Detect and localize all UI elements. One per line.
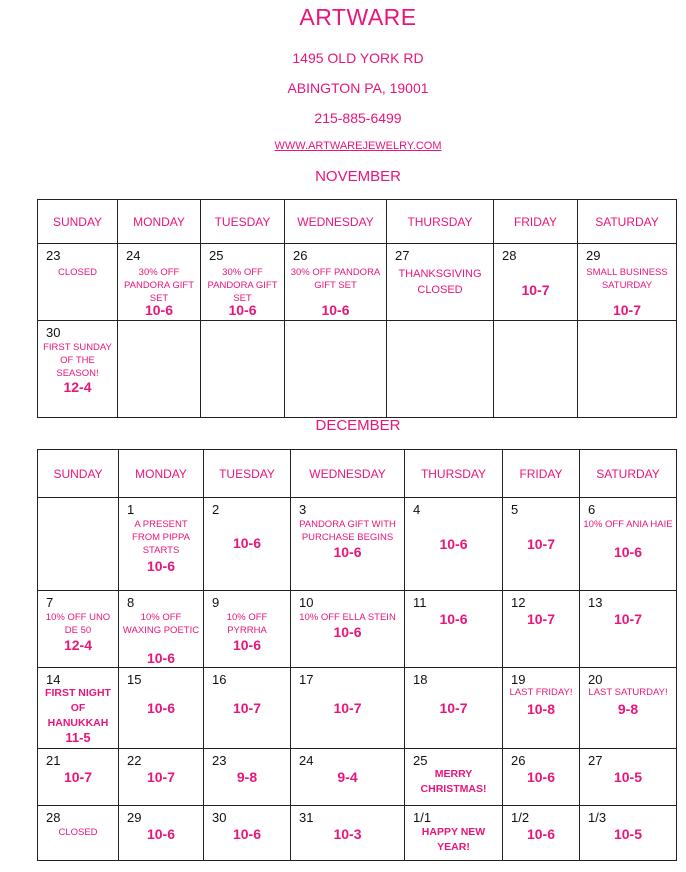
day-note: PANDORA GIFT WITH PURCHASE BEGINS <box>299 519 396 543</box>
day-cell <box>201 244 285 321</box>
day-hours: 10-6 <box>232 535 262 551</box>
day-cell <box>204 498 291 591</box>
day-cell <box>503 749 580 806</box>
day-hours: 10-6 <box>146 700 176 716</box>
day-note: 10% OFF WAXING POETIC <box>122 612 200 636</box>
day-number: 8 <box>127 595 135 610</box>
day-cell <box>204 591 291 668</box>
day-number: 12 <box>511 595 526 610</box>
day-note: SMALL BUSINESS SATURDAY <box>586 267 668 291</box>
day-cell <box>38 591 119 668</box>
day-number: 30 <box>46 325 61 340</box>
day-cell <box>204 668 291 749</box>
day-number: 17 <box>299 672 314 687</box>
weekday-saturday: SATURDAY <box>578 200 677 244</box>
day-cell <box>580 749 677 806</box>
day-hours: 12-4 <box>63 637 93 653</box>
day-cell <box>503 498 580 591</box>
day-cell <box>38 321 118 418</box>
day-hours: 10-6 <box>146 558 176 574</box>
december-title: DECEMBER <box>315 417 401 434</box>
day-number: 26 <box>293 248 308 263</box>
day-cell <box>405 591 503 668</box>
day-cell-empty <box>285 321 387 418</box>
address-line-1: 1495 OLD YORK RD <box>292 50 424 66</box>
day-cell <box>38 668 119 749</box>
day-number: 30 <box>212 810 227 825</box>
day-number: 3 <box>299 502 307 517</box>
day-hours: 11-5 <box>65 730 91 745</box>
day-number: 31 <box>299 810 314 825</box>
day-note: LAST SATURDAY! <box>588 687 668 698</box>
day-cell <box>285 244 387 321</box>
day-number: 25 <box>209 248 224 263</box>
day-number: 1/1 <box>413 810 432 825</box>
day-cell <box>405 498 503 591</box>
day-number: 24 <box>126 248 141 263</box>
day-number: 5 <box>511 502 519 517</box>
day-note: 10% OFF ANIA HAIE <box>583 519 673 530</box>
day-cell <box>291 806 405 861</box>
weekday-wednesday: WEDNESDAY <box>291 450 405 498</box>
weekday-tuesday: TUESDAY <box>201 200 285 244</box>
day-note: 30% OFF PANDORA GIFT SET <box>123 267 195 304</box>
day-cell <box>578 244 677 321</box>
day-cell-empty <box>201 321 285 418</box>
weekday-friday: FRIDAY <box>494 200 578 244</box>
day-hours: 10-6 <box>526 769 556 785</box>
day-hours: 10-6 <box>232 637 262 653</box>
day-hours: 9-4 <box>337 769 358 785</box>
day-cell <box>580 668 677 749</box>
day-cell <box>405 749 503 806</box>
weekday-saturday: SATURDAY <box>580 450 677 498</box>
day-hours: 10-6 <box>333 544 362 560</box>
day-cell <box>204 749 291 806</box>
day-cell <box>291 749 405 806</box>
day-hours: 10-5 <box>613 826 643 842</box>
day-cell <box>580 498 677 591</box>
day-number: 24 <box>299 753 314 768</box>
day-note: LAST FRIDAY! <box>509 687 573 698</box>
day-cell <box>405 806 503 861</box>
day-cell <box>503 806 580 861</box>
day-number: 16 <box>212 672 227 687</box>
day-cell <box>119 806 204 861</box>
day-number: 28 <box>502 248 517 263</box>
day-cell <box>38 244 118 321</box>
day-number: 29 <box>586 248 601 263</box>
day-number: 7 <box>46 595 54 610</box>
november-title: NOVEMBER <box>315 168 401 185</box>
weekday-tuesday: TUESDAY <box>204 450 291 498</box>
day-hours: 10-6 <box>613 544 643 560</box>
day-hours: 10-6 <box>321 302 350 318</box>
day-note: 10% OFF PYRRHA <box>226 612 268 636</box>
day-number: 14 <box>46 672 61 687</box>
day-number: 27 <box>588 753 603 768</box>
day-number: 2 <box>212 502 220 517</box>
day-note: FIRST NIGHT OF HANUKKAH <box>45 687 111 729</box>
day-cell <box>119 591 204 668</box>
day-note: FIRST SUNDAY OF THE SEASON! <box>43 342 112 379</box>
day-cell <box>580 806 677 861</box>
day-cell-empty <box>38 498 119 591</box>
day-note: THANKSGIVING CLOSED <box>398 268 482 296</box>
day-hours: 10-7 <box>526 536 556 552</box>
day-hours: 10-7 <box>232 700 262 716</box>
day-cell <box>387 244 494 321</box>
day-number: 18 <box>413 672 428 687</box>
day-hours: 10-6 <box>333 624 362 640</box>
day-number: 4 <box>413 502 421 517</box>
day-number: 21 <box>46 753 61 768</box>
day-hours: 10-7 <box>63 769 93 785</box>
day-hours: 10-5 <box>613 769 643 785</box>
day-cell <box>119 668 204 749</box>
day-number: 27 <box>395 248 410 263</box>
weekday-monday: MONDAY <box>118 200 201 244</box>
day-cell <box>291 591 405 668</box>
day-number: 23 <box>46 248 61 263</box>
day-number: 13 <box>588 595 603 610</box>
november-calendar <box>37 199 677 418</box>
weekday-sunday: SUNDAY <box>38 200 118 244</box>
day-hours: 10-7 <box>612 302 642 318</box>
day-cell <box>503 591 580 668</box>
day-hours: 10-7 <box>146 769 176 785</box>
website-link[interactable]: WWW.ARTWAREJEWELRY.COM <box>274 140 442 152</box>
weekday-thursday: THURSDAY <box>405 450 503 498</box>
weekday-friday: FRIDAY <box>503 450 580 498</box>
day-note: CLOSED <box>57 267 98 278</box>
day-number: 25 <box>413 753 428 768</box>
day-note: 10% OFF ELLA STEIN <box>299 612 396 623</box>
day-number: 15 <box>127 672 142 687</box>
day-cell <box>119 749 204 806</box>
december-calendar <box>37 449 677 861</box>
day-number: 19 <box>511 672 526 687</box>
day-hours: 10-6 <box>146 650 176 666</box>
day-note: CLOSED <box>58 827 98 838</box>
day-cell <box>405 668 503 749</box>
day-number: 28 <box>46 810 61 825</box>
store-name: ARTWARE <box>299 4 417 30</box>
day-cell <box>580 591 677 668</box>
day-number: 9 <box>212 595 220 610</box>
day-hours: 10-7 <box>333 700 362 716</box>
day-hours: 10-6 <box>146 826 176 842</box>
day-number: 1/2 <box>511 810 530 825</box>
day-hours: 10-7 <box>526 611 556 627</box>
day-cell-empty <box>387 321 494 418</box>
day-hours: 10-8 <box>526 701 556 717</box>
day-cell-empty <box>118 321 201 418</box>
day-number: 11 <box>413 595 427 610</box>
day-number: 1/3 <box>588 810 607 825</box>
day-number: 29 <box>127 810 142 825</box>
day-note: MERRY CHRISTMAS! <box>420 768 487 795</box>
weekday-thursday: THURSDAY <box>387 200 494 244</box>
day-note: 30% OFF PANDORA GIFT SET <box>207 267 278 304</box>
day-cell <box>118 244 201 321</box>
day-note: 30% OFF PANDORA GIFT SET <box>290 267 381 291</box>
day-number: 1 <box>127 502 135 517</box>
phone-number: 215-885-6499 <box>314 110 402 126</box>
day-hours: 10-7 <box>521 282 550 298</box>
day-number: 26 <box>511 753 526 768</box>
day-cell <box>38 806 119 861</box>
day-hours: 9-8 <box>236 769 258 785</box>
day-cell <box>291 668 405 749</box>
day-hours: 10-6 <box>228 302 257 318</box>
day-cell <box>38 749 119 806</box>
day-number: 20 <box>588 672 603 687</box>
day-note: HAPPY NEW YEAR! <box>421 826 486 853</box>
day-cell <box>494 244 578 321</box>
day-cell <box>119 498 204 591</box>
day-hours: 10-6 <box>526 826 556 842</box>
day-hours: 10-6 <box>144 302 174 318</box>
day-number: 23 <box>212 753 227 768</box>
weekday-sunday: SUNDAY <box>38 450 119 498</box>
day-number: 22 <box>127 753 142 768</box>
day-note: A PRESENT FROM PIPPA STARTS <box>132 519 190 556</box>
weekday-wednesday: WEDNESDAY <box>285 200 387 244</box>
day-cell <box>204 806 291 861</box>
day-cell <box>503 668 580 749</box>
day-hours: 10-6 <box>439 536 468 552</box>
day-hours: 12-4 <box>63 379 92 395</box>
day-hours: 10-7 <box>439 700 468 716</box>
day-hours: 10-6 <box>439 611 468 627</box>
day-hours: 10-7 <box>613 611 643 627</box>
day-note: 10% OFF UNO DE 50 <box>45 612 111 636</box>
weekday-monday: MONDAY <box>119 450 204 498</box>
day-number: 10 <box>299 595 314 610</box>
day-cell-empty <box>578 321 677 418</box>
day-hours: 9-8 <box>617 701 639 717</box>
address-line-2: ABINGTON PA, 19001 <box>287 80 429 96</box>
day-cell-empty <box>494 321 578 418</box>
day-cell <box>291 498 405 591</box>
day-number: 6 <box>588 502 596 517</box>
day-hours: 10-6 <box>232 826 262 842</box>
day-hours: 10-3 <box>333 826 362 842</box>
